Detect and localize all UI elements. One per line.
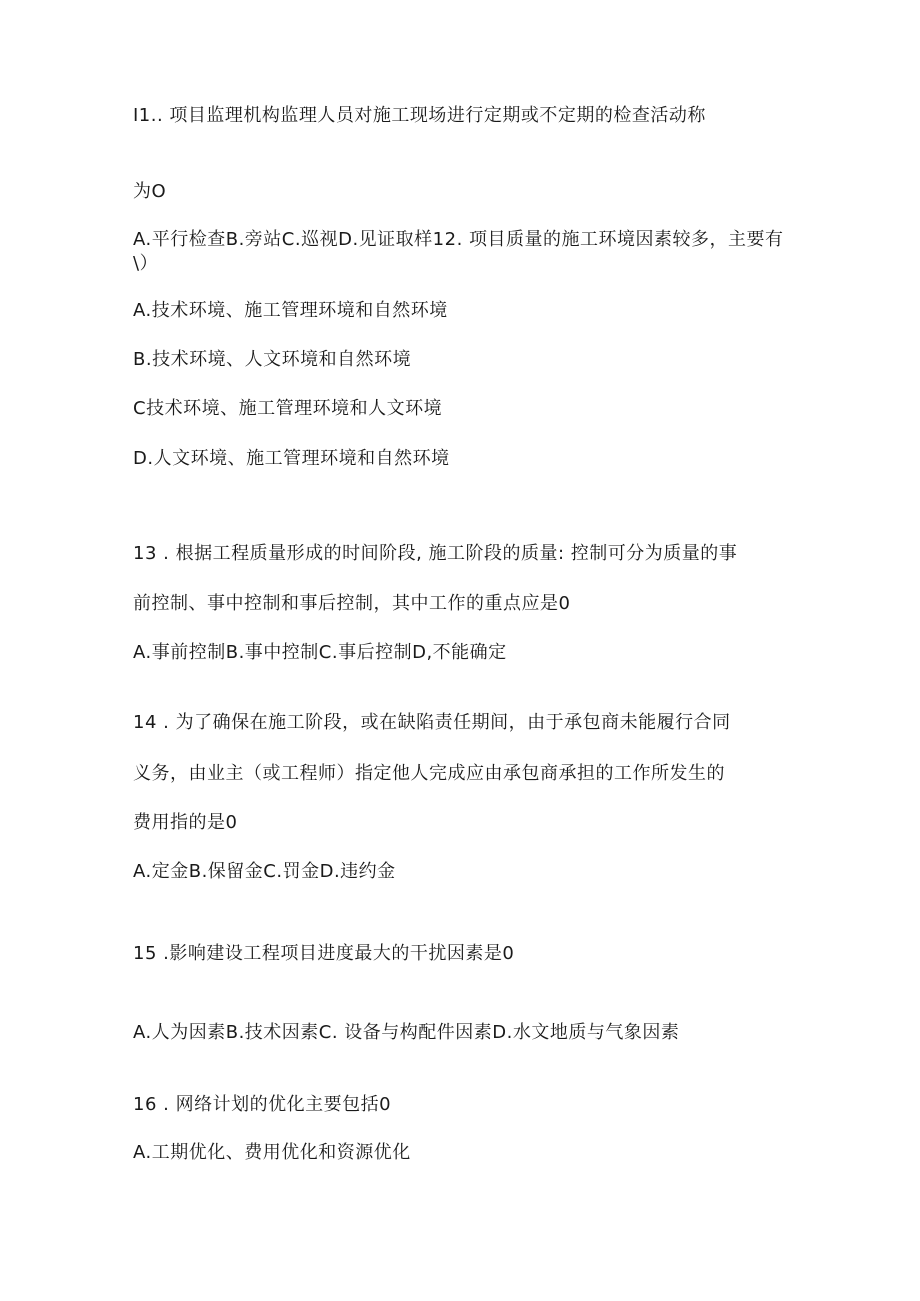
question-13-stem-line-1: 13 . 根据工程质量形成的时间阶段, 施工阶段的质量: 控制可分为质量的事 bbox=[133, 543, 738, 564]
question-14-stem-line-2: 义务，由业主（或工程师）指定他人完成应由承包商承担的工作所发生的 bbox=[133, 763, 725, 784]
question-11-stem-line-1: I1.. 项目监理机构监理人员对施工现场进行定期或不定期的检查活动称 bbox=[133, 105, 706, 126]
question-11-options-and-question-12-stem: A.平行检查B.旁站C.巡视D.见证取样12. 项目质量的施工环境因素较多，主要有\） bbox=[133, 229, 784, 274]
question-13-options: A.事前控制B.事中控制C.事后控制D,不能确定 bbox=[133, 642, 507, 663]
question-14-stem-line-1: 14 . 为了确保在施工阶段，或在缺陷责任期间，由于承包商未能履行合同 bbox=[133, 712, 731, 733]
question-12-option-d: D.人文环境、施工管理环境和自然环境 bbox=[133, 448, 450, 469]
question-13-stem-line-2: 前控制、事中控制和事后控制，其中工作的重点应是0 bbox=[133, 593, 571, 614]
question-12-option-b: B.技术环境、人文环境和自然环境 bbox=[133, 349, 412, 370]
question-15-options: A.人为因素B.技术因素C. 设备与构配件因素D.水文地质与气象因素 bbox=[133, 1022, 680, 1043]
question-16-option-a: A.工期优化、费用优化和资源优化 bbox=[133, 1142, 411, 1163]
question-11-stem-line-2: 为O bbox=[133, 181, 167, 202]
question-16-stem: 16 . 网络计划的优化主要包括0 bbox=[133, 1094, 392, 1115]
question-12-option-c: C技术环境、施工管理环境和人文环境 bbox=[133, 398, 443, 419]
question-14-stem-line-3: 费用指的是0 bbox=[133, 812, 238, 833]
question-12-option-a: A.技术环境、施工管理环境和自然环境 bbox=[133, 300, 448, 321]
question-14-options: A.定金B.保留金C.罚金D.违约金 bbox=[133, 861, 396, 882]
question-15-stem: 15 .影响建设工程项目进度最大的干扰因素是0 bbox=[133, 943, 515, 964]
